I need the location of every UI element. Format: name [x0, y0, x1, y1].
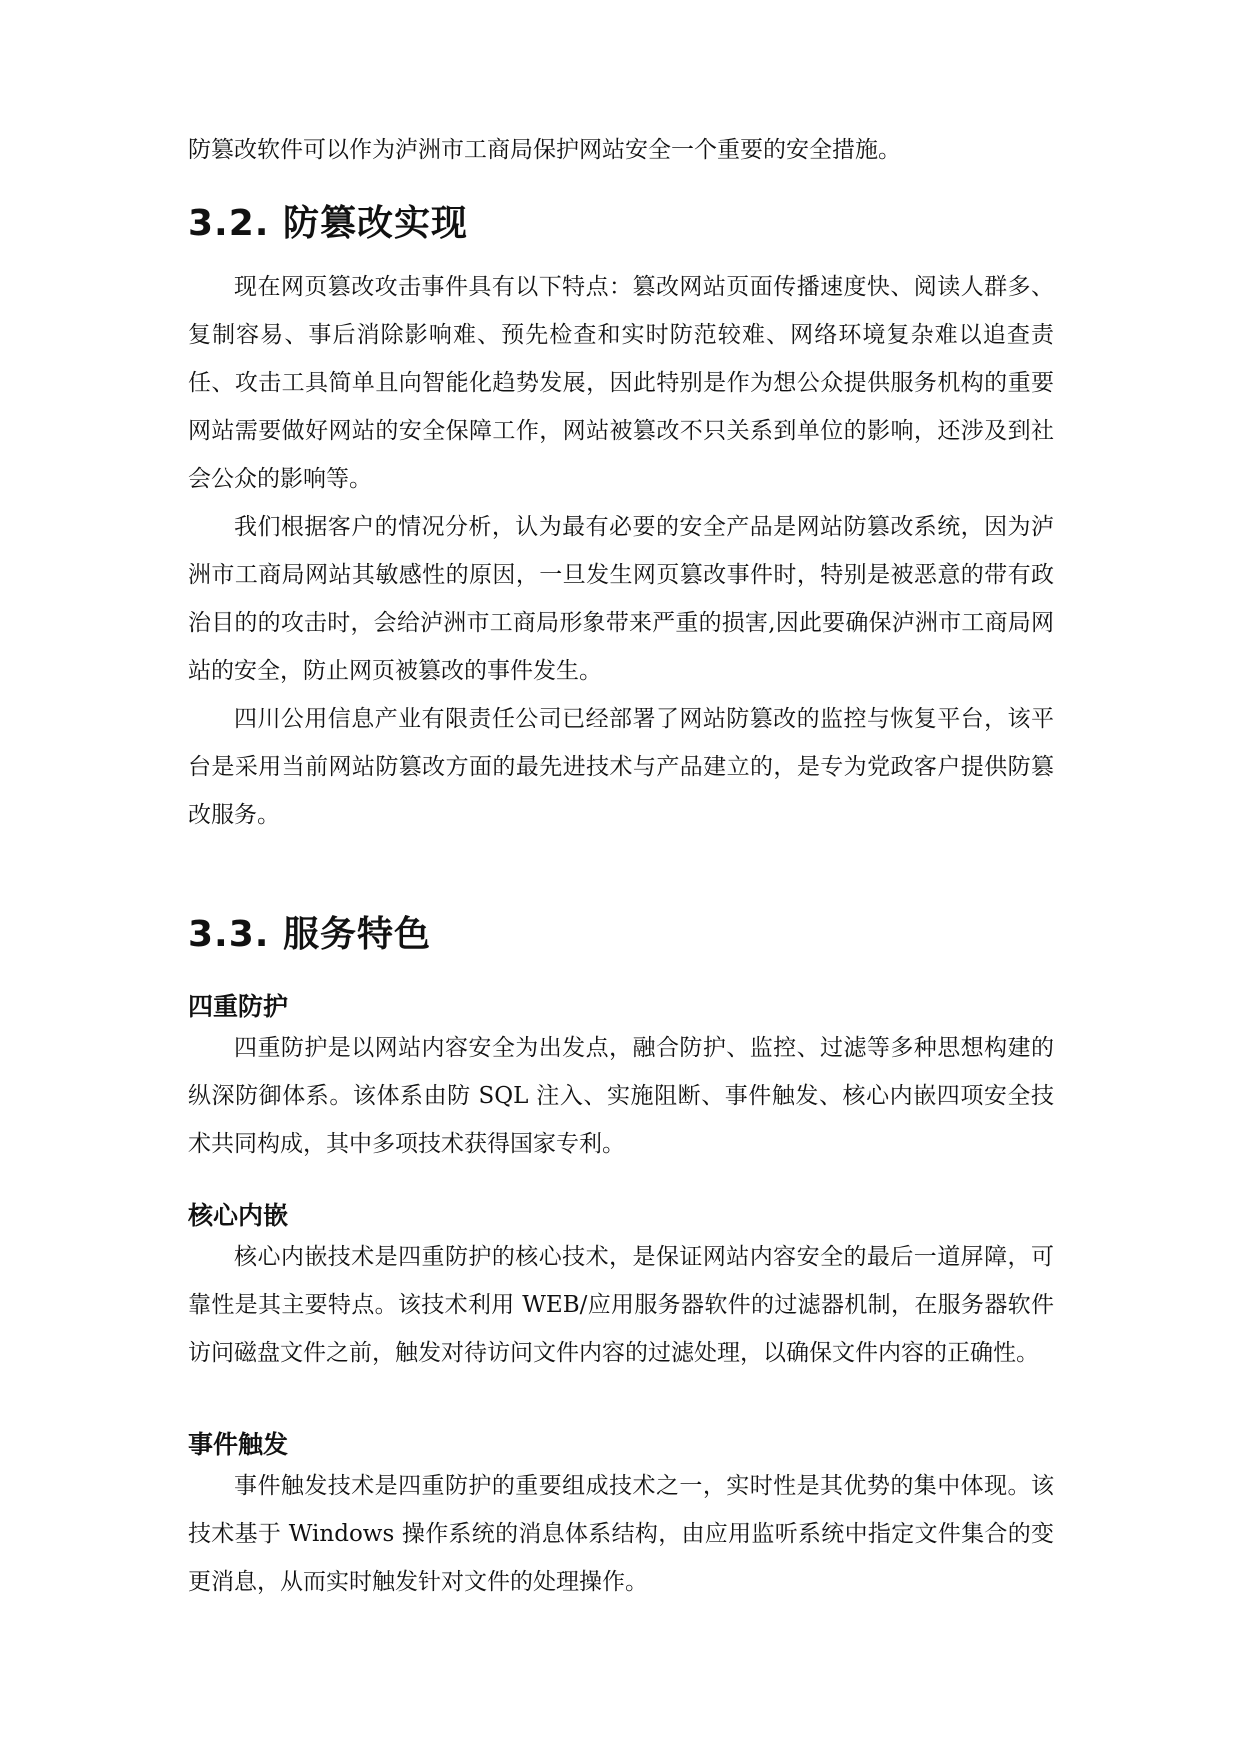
intro-paragraph: 防篡改软件可以作为泸洲市工商局保护网站安全一个重要的安全措施。 — [188, 137, 901, 163]
section-heading-3-3: 3.3. 服务特色 — [188, 914, 431, 955]
subsection-paragraph: 核心内嵌技术是四重防护的核心技术，是保证网站内容安全的最后一道屏障，可靠性是其主要特点。该技术利用 WEB/应用服务器软件的过滤器机制，在服务器软件访问磁盘文件之前，触发对待访问文件内容的过滤处理，以确保文件内容的正确性。 — [188, 1244, 1054, 1366]
intro-block — [188, 126, 1054, 174]
subsection-paragraph: 四重防护是以网站内容安全为出发点，融合防护、监控、过滤等多种思想构建的纵深防御体系。该体系由防 SQL 注入、实施阻断、事件触发、核心内嵌四项安全技术共同构成，其中多项技术获得国家专利。 — [188, 1035, 1054, 1157]
subsection-four-layer-protection — [188, 990, 1054, 1168]
section-3-2-body — [188, 263, 1054, 839]
section-heading-3-2: 3.2. 防篡改实现 — [188, 203, 468, 244]
paragraph: 我们根据客户的情况分析，认为最有必要的安全产品是网站防篡改系统，因为泸洲市工商局网站其敏感性的原因，一旦发生网页篡改事件时，特别是被恶意的带有政治目的的攻击时，会给泸洲市工商局形象带来严重的损害,因此要确保泸洲市工商局网站的安全，防止网页被篡改的事件发生。 — [188, 514, 1054, 684]
subsection-title: 核心内嵌 — [188, 1201, 289, 1230]
subsection-core-embedded — [188, 1199, 1054, 1377]
section-3-2 — [188, 202, 1054, 246]
section-3-3 — [188, 913, 1054, 957]
paragraph: 四川公用信息产业有限责任公司已经部署了网站防篡改的监控与恢复平台，该平台是采用当前网站防篡改方面的最先进技术与产品建立的，是专为党政客户提供防篡改服务。 — [188, 706, 1054, 828]
subsection-event-trigger — [188, 1428, 1054, 1606]
subsection-title: 四重防护 — [188, 992, 289, 1021]
paragraph: 现在网页篡改攻击事件具有以下特点：篡改网站页面传播速度快、阅读人群多、复制容易、事后消除影响难、预先检查和实时防范较难、网络环境复杂难以追查责任、攻击工具简单且向智能化趋势发展，因此特别是作为想公众提供服务机构的重要网站需要做好网站的安全保障工作，网站被篡改不只关系到单位的影响，还涉及到社会公众的影响等。 — [188, 274, 1054, 492]
subsection-title: 事件触发 — [188, 1430, 289, 1459]
subsection-paragraph: 事件触发技术是四重防护的重要组成技术之一，实时性是其优势的集中体现。该技术基于 Windows 操作系统的消息体系结构，由应用监听系统中指定文件集合的变更消息，从而实时触发针对文件的处理操作。 — [188, 1473, 1054, 1595]
